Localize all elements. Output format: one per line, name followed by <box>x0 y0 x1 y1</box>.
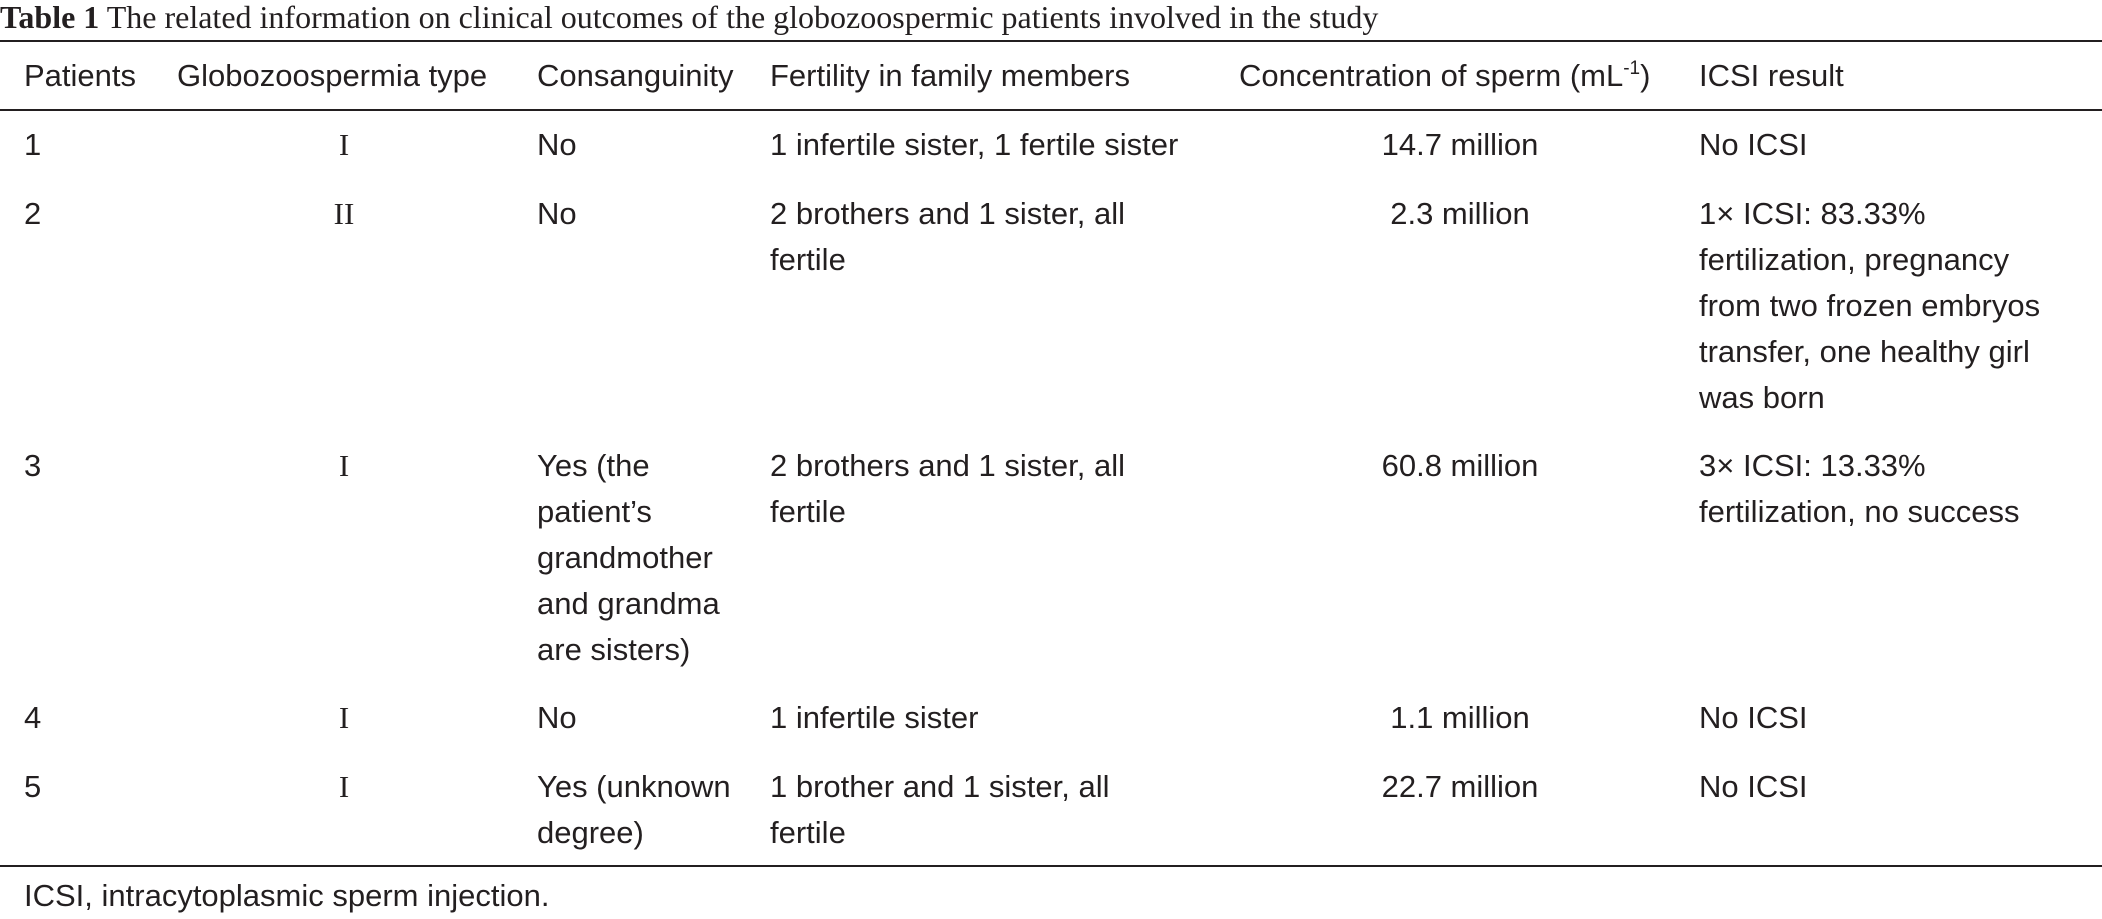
cell-consanguinity: No <box>537 127 577 162</box>
cell-fertility: 2 brothers and 1 sister, all fertile <box>770 196 1125 277</box>
table-top-rule <box>0 40 2102 42</box>
cell-concentration: 14.7 million <box>1381 127 1539 162</box>
header-concentration-close: ) <box>1640 58 1651 93</box>
table-bottom-rule <box>0 865 2102 867</box>
cell-type: I <box>338 448 350 483</box>
header-concentration-exponent: -1 <box>1623 58 1641 79</box>
header-consanguinity: Consanguinity <box>537 58 734 93</box>
cell-fertility: 1 infertile sister, 1 fertile sister <box>770 127 1179 162</box>
cell-icsi-result: 3× ICSI: 13.33% fertilization, no success <box>1699 448 2020 529</box>
table-caption <box>0 0 1378 40</box>
cell-patient: 2 <box>24 196 42 231</box>
cell-icsi-result: 1× ICSI: 83.33% fertilization, pregnancy from two frozen embryos transfer, one healthy girl was born <box>1699 196 2041 415</box>
cell-concentration: 60.8 million <box>1381 448 1539 483</box>
cell-type: I <box>338 127 350 162</box>
table-caption-text: The related information on clinical outcomes of the globozoospermic patients involved in the study <box>106 0 1379 35</box>
cell-concentration: 22.7 million <box>1381 769 1539 804</box>
cell-consanguinity: Yes (unknown degree) <box>537 769 731 850</box>
table-caption-label: Table 1 <box>0 0 100 35</box>
header-concentration <box>1239 53 1694 99</box>
cell-consanguinity: Yes (the patient’s grandmother and grandma are sisters) <box>537 448 720 667</box>
cell-type: II <box>333 196 355 231</box>
table-header-rule <box>0 109 2102 111</box>
cell-consanguinity: No <box>537 700 577 735</box>
cell-icsi-result: No ICSI <box>1699 769 1808 804</box>
cell-concentration: 1.1 million <box>1390 700 1530 735</box>
table-footnote: ICSI, intracytoplasmic sperm injection. <box>24 878 550 913</box>
cell-fertility: 1 infertile sister <box>770 700 979 735</box>
cell-fertility: 1 brother and 1 sister, all fertile <box>770 769 1110 850</box>
cell-icsi-result: No ICSI <box>1699 127 1808 162</box>
cell-type: I <box>338 700 350 735</box>
cell-icsi-result: No ICSI <box>1699 700 1808 735</box>
cell-patient: 4 <box>24 700 42 735</box>
header-concentration-text: Concentration of sperm (mL <box>1239 58 1624 93</box>
cell-type: I <box>338 769 350 804</box>
cell-patient: 5 <box>24 769 42 804</box>
cell-consanguinity: No <box>537 196 577 231</box>
header-icsi-result: ICSI result <box>1699 58 1844 93</box>
cell-patient: 1 <box>24 127 42 162</box>
cell-concentration: 2.3 million <box>1390 196 1530 231</box>
header-fertility: Fertility in family members <box>770 58 1130 93</box>
header-patients: Patients <box>24 58 137 93</box>
cell-fertility: 2 brothers and 1 sister, all fertile <box>770 448 1125 529</box>
header-globozoospermia-type: Globozoospermia type <box>177 58 488 93</box>
cell-patient: 3 <box>24 448 42 483</box>
